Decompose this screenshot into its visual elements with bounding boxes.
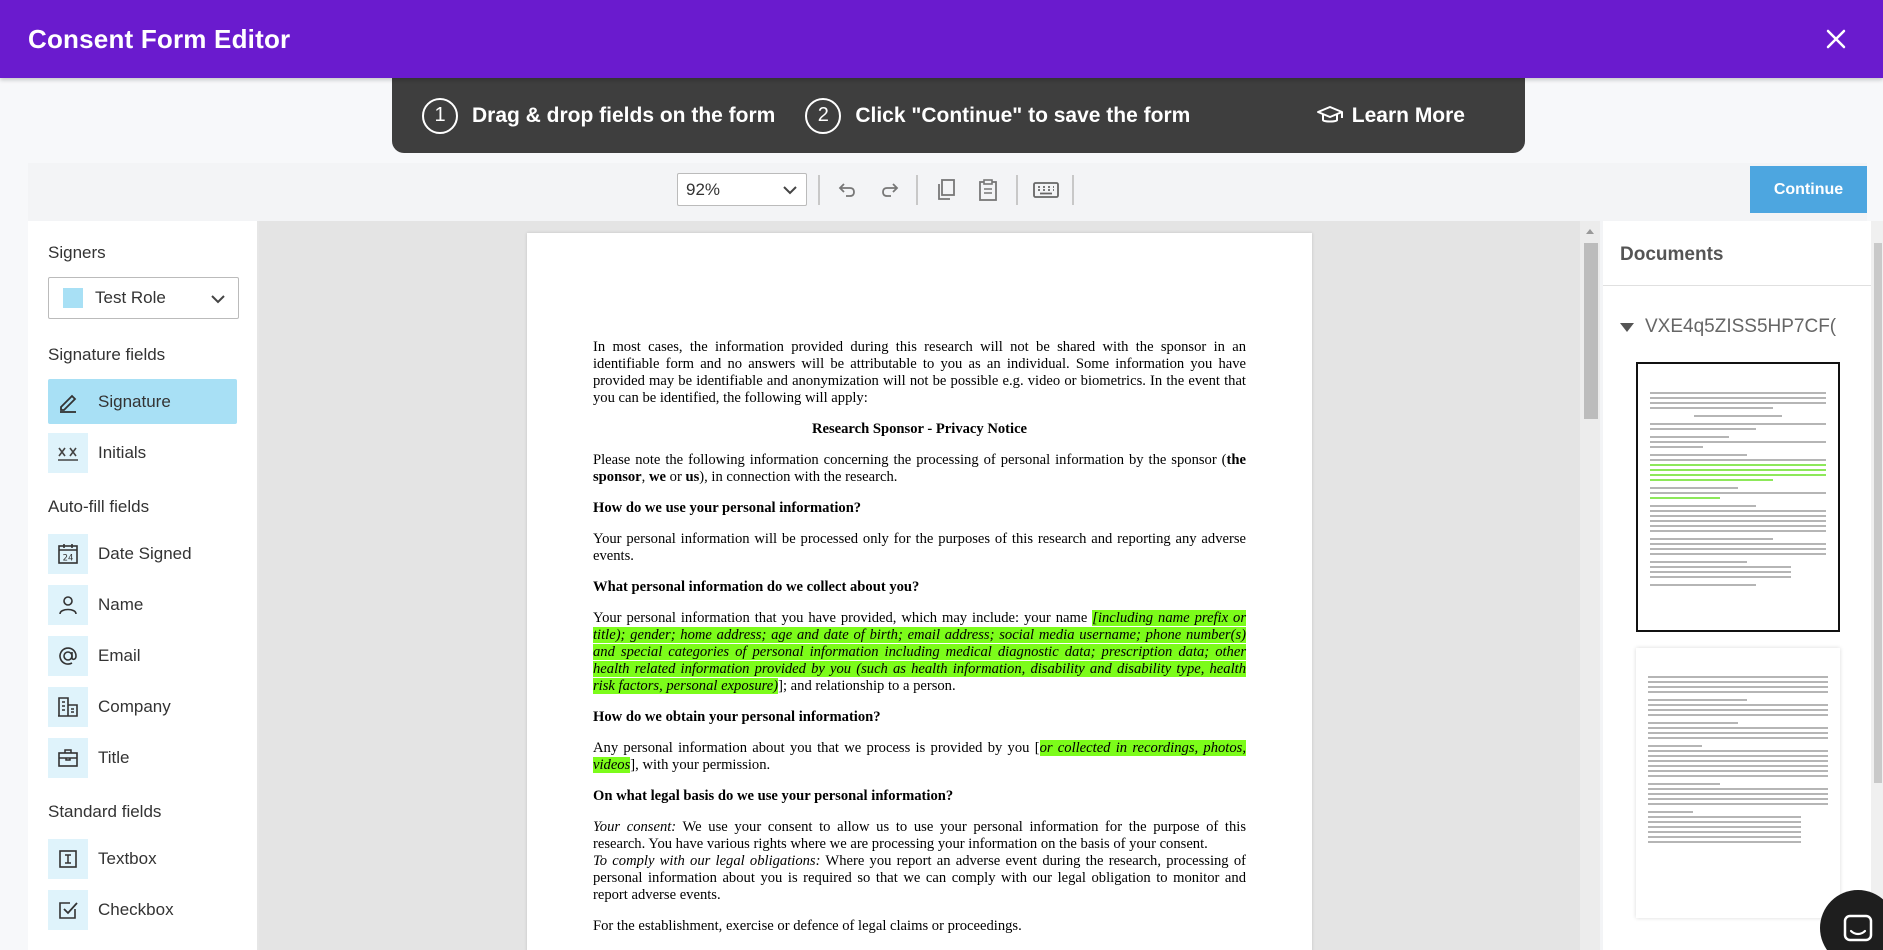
field-label: Title — [98, 747, 130, 767]
chevron-down-icon — [782, 183, 798, 197]
calendar-icon — [56, 542, 80, 566]
step-text: Click "Continue" to save the form — [855, 103, 1191, 127]
scroll-up-icon — [1585, 227, 1595, 235]
textbox-icon — [57, 848, 79, 870]
document-page[interactable] — [527, 233, 1312, 950]
field-label: Name — [98, 594, 144, 614]
field-label: Email — [98, 645, 141, 665]
svg-text:24: 24 — [62, 553, 74, 563]
redo-icon — [880, 181, 900, 199]
doc-paragraph: Any personal information about you that we process is provided by you [or collected in recordings, photos, videos], with your permission. — [593, 740, 1246, 773]
doc-paragraph: Your consent: We use your consent to allow us to use your personal information for the purpose of this research. You have various rights where we are processing your information on the basis of your consent. — [593, 819, 1246, 852]
building-icon — [56, 695, 80, 719]
redo-button[interactable] — [873, 173, 907, 207]
clipboard-icon — [977, 178, 999, 202]
toolbar-divider — [1016, 175, 1018, 205]
field-label: Date Signed — [98, 543, 192, 563]
close-icon — [1825, 28, 1847, 50]
doc-paragraph: For the establishment, exercise or defence of legal claims or proceedings. — [593, 918, 1022, 934]
documents-panel — [1600, 221, 1883, 950]
step-number: 1 — [422, 98, 458, 134]
instructions-banner — [392, 78, 1525, 153]
page-thumbnail-2[interactable] — [1636, 648, 1840, 918]
scrollbar-thumb[interactable] — [1584, 243, 1598, 419]
scrollbar-thumb[interactable] — [1874, 243, 1882, 783]
copy-button[interactable] — [929, 173, 963, 207]
briefcase-icon — [56, 747, 80, 769]
signature-fields-title: Signature fields — [48, 345, 166, 364]
field-email[interactable] — [48, 633, 237, 678]
keyboard-shortcuts-button[interactable] — [1029, 173, 1063, 207]
app-header — [0, 0, 1883, 78]
divider — [1603, 285, 1871, 286]
field-checkbox[interactable] — [48, 887, 237, 932]
editor-toolbar — [28, 163, 1867, 221]
field-label: Company — [98, 696, 171, 716]
doc-heading: How do we use your personal information? — [593, 500, 862, 516]
step-text: Drag & drop fields on the form — [472, 103, 776, 127]
paste-button[interactable] — [971, 173, 1005, 207]
field-label: Textbox — [98, 848, 157, 868]
doc-heading: How do we obtain your personal information? — [593, 709, 881, 725]
field-label: Signature — [98, 391, 171, 411]
field-label: Checkbox — [98, 899, 174, 919]
doc-heading: What personal information do we collect about you? — [593, 579, 920, 595]
signers-title: Signers — [48, 243, 106, 262]
keyboard-icon — [1032, 180, 1060, 200]
step-1 — [422, 98, 775, 134]
initials-icon — [56, 442, 80, 464]
document-canvas[interactable] — [259, 221, 1600, 950]
document-scrollbar[interactable] — [1580, 221, 1600, 950]
doc-paragraph: To comply with our legal obligations: Where you report an adverse event during the research, processing of personal information about you is required so that we can comply with our legal obligation to monitor and report adverse events. — [593, 853, 1246, 903]
field-title[interactable] — [48, 735, 237, 780]
doc-heading: On what legal basis do we use your personal information? — [593, 788, 954, 804]
step-number: 2 — [805, 98, 841, 134]
zoom-value: 92% — [686, 179, 721, 199]
app-title: Consent Form Editor — [28, 23, 291, 54]
doc-paragraph: In most cases, the information provided during this research will not be shared with the sponsor in an identifiable form and no answers will be attributable to you as an individual. Some information you have provided may be identifiable and anonymization will not be possible e.g. video or biometrics. In the event that you can be identified, the following will apply: — [593, 339, 1246, 406]
page-thumbnail-1[interactable] — [1636, 362, 1840, 632]
learn-more-link[interactable] — [1316, 78, 1465, 153]
role-color-swatch — [63, 288, 83, 308]
signer-value: Test Role — [95, 288, 166, 307]
document-entry[interactable] — [1619, 316, 1869, 338]
fields-sidebar — [28, 221, 259, 950]
document-name: VXE4q5ZISS5HP7CF( — [1645, 316, 1837, 337]
field-label: Initials — [98, 442, 147, 462]
toolbar-divider — [818, 175, 820, 205]
doc-title: Research Sponsor - Privacy Notice — [811, 421, 1028, 437]
field-date-signed[interactable] — [48, 531, 237, 576]
close-button[interactable] — [1819, 22, 1853, 56]
documents-title: Documents — [1620, 244, 1724, 265]
toolbar-divider — [1072, 175, 1074, 205]
copy-icon — [935, 178, 957, 202]
field-signature[interactable] — [48, 379, 237, 424]
highlighted-text: or collected in recordings, photos, videos — [593, 740, 1246, 773]
field-initials[interactable] — [48, 430, 237, 475]
undo-icon — [837, 181, 857, 199]
documents-scrollbar[interactable] — [1871, 221, 1883, 950]
field-textbox[interactable] — [48, 836, 237, 881]
field-name[interactable] — [48, 582, 237, 627]
person-icon — [57, 594, 79, 616]
learn-more-label: Learn More — [1351, 103, 1465, 127]
graduation-cap-icon — [1316, 104, 1344, 128]
at-icon — [56, 644, 80, 668]
chat-icon — [1841, 911, 1875, 945]
chevron-down-icon — [210, 292, 226, 306]
doc-paragraph: Please note the following information concerning the processing of personal information by the sponsor (the sponsor, we or us), in connection with the research. — [593, 452, 1246, 485]
highlighted-text: [including name prefix or title); gender; home address; age and date of birth; email address; social media username; phone number(s) and special categories of personal information including medical diagnostic data; prescription data; other health related information provided by you (such as health information, disability and disability type, health risk factors, personal exposure) — [593, 610, 1247, 694]
toolbar-divider — [916, 175, 918, 205]
continue-button[interactable]: Continue — [1750, 166, 1867, 213]
signer-select[interactable] — [48, 277, 239, 319]
zoom-select[interactable] — [677, 173, 807, 206]
doc-paragraph: Your personal information that you have provided, which may include: your name [including name prefix or title); gender; home address; age and date of birth; email address; social media username; phone number(s) and special categories of personal information including medical diagnostic data; prescription data; other health related information provided by you (such as health information, disability and disability type, health risk factors, personal exposure)]; and relationship to a person. — [593, 610, 1247, 694]
caret-down-icon — [1619, 321, 1635, 333]
pen-icon — [57, 391, 79, 413]
checkbox-icon — [57, 899, 79, 921]
field-company[interactable] — [48, 684, 237, 729]
standard-fields-title: Standard fields — [48, 802, 162, 821]
doc-paragraph: Your personal information will be processed only for the purposes of this research and reporting any adverse events. — [593, 531, 1246, 564]
undo-button[interactable] — [830, 173, 864, 207]
step-2 — [805, 98, 1190, 134]
autofill-fields-title: Auto-fill fields — [48, 497, 150, 516]
